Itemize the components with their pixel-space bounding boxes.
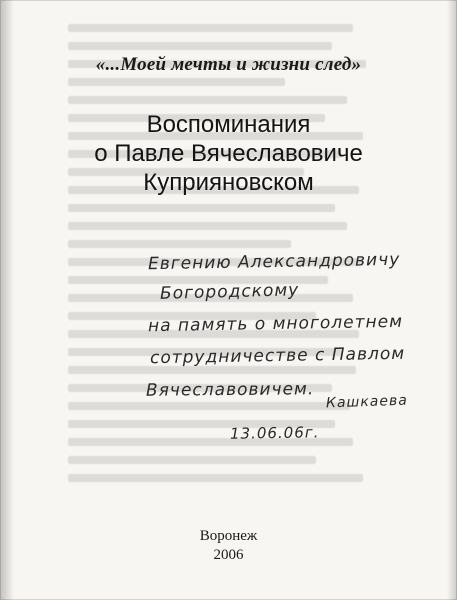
epigraph: «...Моей мечты и жизни след» — [95, 54, 362, 75]
imprint-city: Воронеж — [199, 528, 258, 544]
inscription-date: 13.06.06г. — [229, 423, 320, 443]
handwritten-inscription — [0, 238, 457, 448]
inscription-line-4: сотрудничестве с Павлом — [149, 343, 406, 369]
inscription-line-2: Богородскому — [159, 280, 300, 304]
inscription-line-5: Вячеславовичем. — [145, 379, 315, 401]
imprint — [0, 527, 457, 565]
book-title-line-3: Куприяновском — [143, 169, 314, 196]
book-title — [0, 110, 457, 197]
inscription-line-3: на память о многолетнем — [147, 311, 404, 337]
book-title-line-2: о Павле Вячеславовиче — [94, 140, 363, 167]
book-title-line-1: Воспоминания — [146, 111, 311, 138]
signature: Кашкаева — [325, 392, 409, 412]
imprint-year: 2006 — [213, 547, 244, 563]
inscription-line-1: Евгению Александровичу — [147, 249, 401, 275]
